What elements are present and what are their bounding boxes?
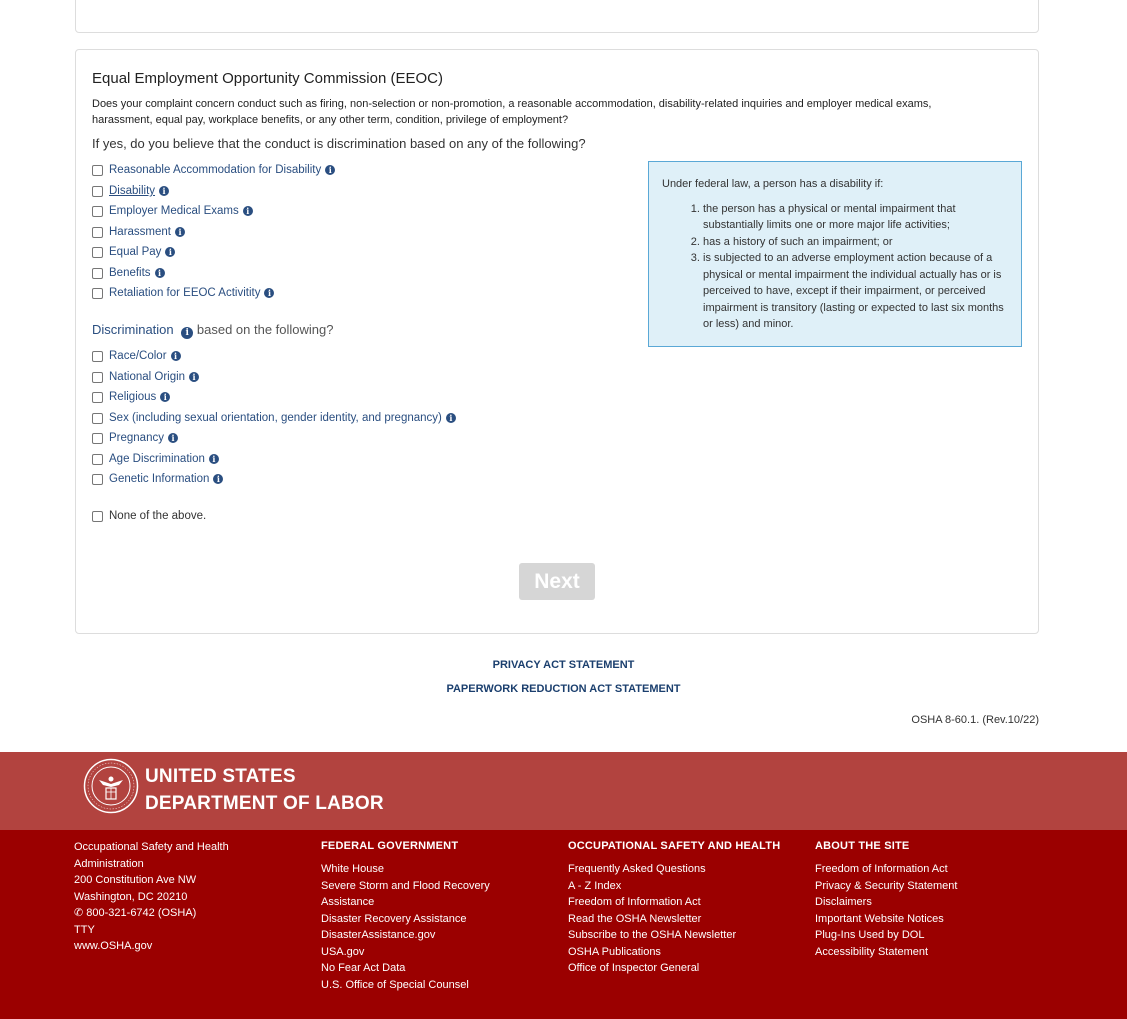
checkbox[interactable] (92, 206, 103, 217)
previous-section-panel (75, 0, 1039, 33)
info-icon[interactable]: i (264, 288, 274, 298)
footer-link[interactable]: Office of Inspector General (568, 962, 700, 974)
footer-link[interactable]: Important Website Notices (815, 912, 944, 925)
option-label[interactable]: Age Discrimination (109, 453, 205, 465)
osha-website-link[interactable]: www.OSHA.gov (74, 940, 153, 952)
checkbox[interactable] (92, 433, 103, 444)
option-label[interactable]: Sex (including sexual orientation, gender identity, and pregnancy) (109, 412, 442, 424)
footer-link[interactable]: Freedom of Information Act (568, 896, 701, 908)
footer-link[interactable]: Disclaimers (815, 896, 872, 908)
option-age-discrimination[interactable] (92, 451, 219, 467)
disability-info-intro: Under federal law, a person has a disability if: (662, 178, 884, 190)
info-icon[interactable]: i (189, 372, 199, 382)
option-label[interactable]: Race/Color (109, 350, 167, 362)
footer-link[interactable]: Privacy & Security Statement (815, 879, 958, 892)
option-label[interactable]: Disability (109, 185, 156, 197)
address-line: 200 Constitution Ave NW (74, 874, 197, 886)
footer-federal-heading: FEDERAL GOVERNMENT (321, 840, 459, 852)
checkbox[interactable] (92, 474, 103, 485)
checkbox[interactable] (92, 511, 103, 522)
option-label[interactable]: Pregnancy (109, 432, 164, 444)
eeoc-panel (75, 49, 1039, 634)
dol-seal-icon[interactable] (83, 758, 139, 814)
phone-icon: ✆ (74, 907, 87, 919)
info-icon[interactable]: i (213, 474, 223, 484)
dol-title[interactable] (145, 763, 384, 817)
option-label[interactable]: Reasonable Accommodation for Disability (109, 164, 322, 176)
option-genetic-information[interactable] (92, 471, 223, 487)
footer-link[interactable]: White House (321, 863, 384, 875)
option-reasonable-accommodation[interactable] (92, 162, 335, 178)
footer-federal-column (321, 840, 490, 993)
info-icon[interactable]: i (325, 165, 335, 175)
info-icon[interactable]: i (171, 351, 181, 361)
footer-osh-heading: OCCUPATIONAL SAFETY AND HEALTH (568, 840, 781, 852)
footer-about-heading: ABOUT THE SITE (815, 840, 910, 852)
footer-link[interactable]: Frequently Asked Questions (568, 863, 706, 875)
form-revision: OSHA 8-60.1. (Rev.10/22) (911, 714, 1039, 726)
address-line: Administration (74, 857, 144, 870)
dol-title-line2: DEPARTMENT OF LABOR (145, 793, 384, 814)
option-none-of-the-above[interactable] (92, 508, 206, 524)
address-line: Occupational Safety and Health (74, 841, 229, 853)
info-icon[interactable]: i (155, 268, 165, 278)
option-label[interactable]: Genetic Information (109, 473, 210, 485)
address-line: Washington, DC 20210 (74, 890, 188, 903)
option-label[interactable]: None of the above. (109, 510, 207, 522)
option-harassment[interactable] (92, 224, 185, 240)
info-icon[interactable]: i (446, 413, 456, 423)
tty-link[interactable]: TTY (74, 923, 95, 936)
checkbox[interactable] (92, 247, 103, 258)
footer-about-column (815, 840, 957, 960)
option-label[interactable]: Religious (109, 391, 157, 403)
discrimination-heading (92, 322, 334, 339)
option-label[interactable]: National Origin (109, 371, 186, 383)
option-sex[interactable] (92, 410, 456, 426)
disability-info-item: 1. the person has a physical or mental impairment that substantially limits one or more major life activities; (703, 201, 1008, 234)
checkbox[interactable] (92, 227, 103, 238)
footer-link[interactable]: No Fear Act Data (321, 962, 406, 974)
footer-link[interactable]: Plug-Ins Used by DOL (815, 929, 925, 941)
info-icon[interactable]: i (181, 327, 193, 339)
footer-link[interactable]: Accessibility Statement (815, 945, 929, 958)
info-icon[interactable]: i (165, 247, 175, 257)
footer-link[interactable]: Freedom of Information Act (815, 863, 948, 875)
footer-link[interactable]: U.S. Office of Special Counsel (321, 978, 469, 991)
info-icon[interactable]: i (168, 433, 178, 443)
privacy-act-link[interactable]: PRIVACY ACT STATEMENT (492, 659, 635, 671)
footer-link[interactable]: Severe Storm and Flood Recovery (321, 879, 490, 892)
option-race-color[interactable] (92, 348, 181, 364)
option-label[interactable]: Equal Pay (109, 246, 162, 258)
footer-link[interactable]: A - Z Index (568, 879, 622, 892)
footer-link[interactable]: DisasterAssistance.gov (321, 929, 436, 941)
checkbox[interactable] (92, 351, 103, 362)
info-icon[interactable]: i (160, 392, 170, 402)
footer-link[interactable]: Subscribe to the OSHA Newsletter (568, 929, 737, 941)
checkbox[interactable] (92, 392, 103, 403)
checkbox[interactable] (92, 186, 103, 197)
phone-number[interactable]: 800-321-6742 (OSHA) (86, 907, 197, 919)
option-equal-pay[interactable] (92, 244, 175, 260)
dol-banner (0, 752, 1127, 830)
checkbox[interactable] (92, 288, 103, 299)
option-disability[interactable] (92, 183, 169, 199)
footer-osh-column (568, 840, 780, 977)
footer-link[interactable]: Disaster Recovery Assistance (321, 912, 467, 925)
info-icon[interactable]: i (175, 227, 185, 237)
option-national-origin[interactable] (92, 369, 199, 385)
checkbox[interactable] (92, 165, 103, 176)
option-label[interactable]: Benefits (109, 267, 151, 279)
site-footer (0, 830, 1127, 1019)
dol-title-line1: UNITED STATES (145, 766, 296, 787)
phone-line[interactable] (74, 905, 229, 922)
option-religious[interactable] (92, 389, 170, 405)
disability-info-item: 3. is subjected to an adverse employment action because of a physical or mental impairment the individual actually has or is perceived to have, except if their impairment, or perceived impairment is transitory (lasting or expected to last six months or less) and minor. (703, 250, 1008, 333)
info-icon[interactable]: i (209, 454, 219, 464)
checkbox[interactable] (92, 372, 103, 383)
eeoc-question: Does your complaint concern conduct such as firing, non-selection or non-promotion, a reasonable accommodation, disability-related inquiries and employer medical exams, harassment, equal pay, workplace benefits, or any other term, condition, privilege of employment? (92, 98, 932, 126)
checkbox[interactable] (92, 454, 103, 465)
option-label[interactable]: Harassment (109, 226, 171, 238)
footer-address (74, 839, 229, 955)
paperwork-reduction-link[interactable]: PAPERWORK REDUCTION ACT STATEMENT (446, 683, 681, 695)
checkbox[interactable] (92, 413, 103, 424)
footer-link[interactable]: Assistance (321, 896, 375, 908)
checkbox[interactable] (92, 268, 103, 279)
eeoc-sub-question: If yes, do you believe that the conduct is discrimination based on any of the following? (92, 136, 586, 151)
next-button[interactable]: Next (519, 563, 595, 600)
disability-info-item: 2. has a history of such an impairment; or (703, 234, 1008, 251)
option-benefits[interactable] (92, 265, 165, 281)
footer-link[interactable]: USA.gov (321, 945, 365, 958)
footer-link[interactable]: Read the OSHA Newsletter (568, 912, 702, 925)
discrimination-heading-label: Discrimination (92, 322, 174, 337)
option-label[interactable]: Retaliation for EEOC Activitity (109, 287, 261, 299)
option-pregnancy[interactable] (92, 430, 178, 446)
disability-info-list (662, 201, 1008, 333)
disability-info-box (648, 161, 1022, 347)
option-retaliation[interactable] (92, 285, 274, 301)
info-icon[interactable]: i (159, 186, 169, 196)
option-employer-medical-exams[interactable] (92, 203, 253, 219)
footer-link[interactable]: OSHA Publications (568, 945, 661, 958)
section-title: Equal Employment Opportunity Commission (EEOC) (92, 70, 443, 87)
discrimination-heading-rest: based on the following? (196, 322, 334, 337)
option-label[interactable]: Employer Medical Exams (109, 205, 239, 217)
info-icon[interactable]: i (243, 206, 253, 216)
